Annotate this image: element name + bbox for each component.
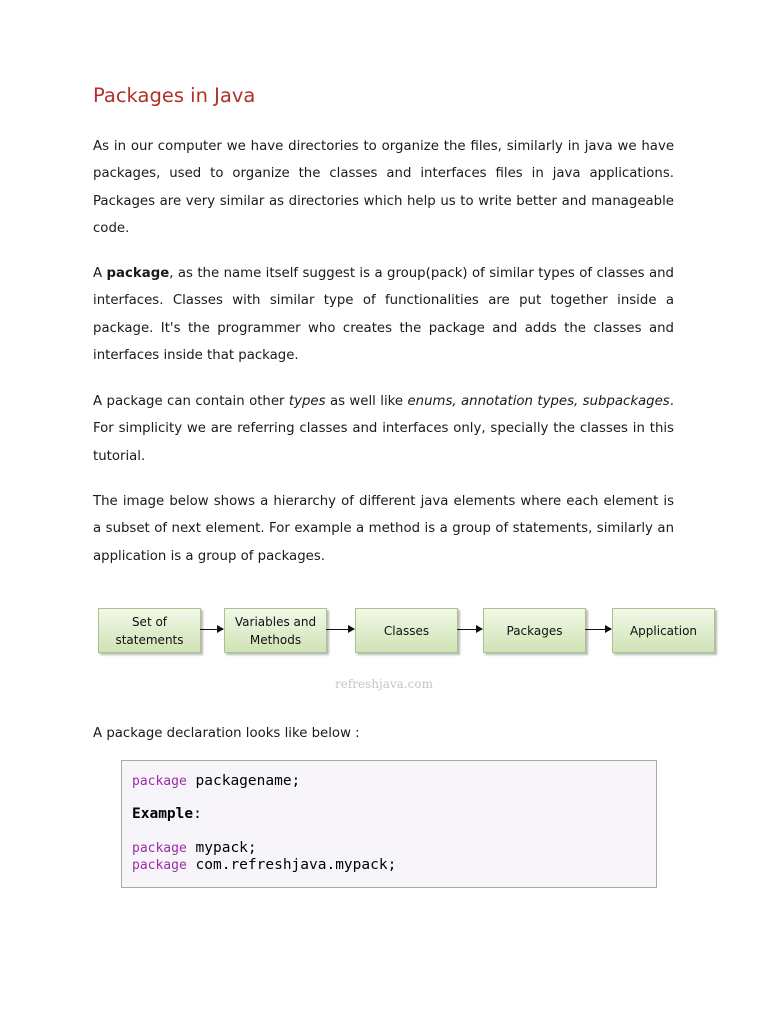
code-text: com.refreshjava.mypack; bbox=[186, 857, 397, 873]
package-contents-paragraph bbox=[93, 388, 674, 470]
text-span: as well like bbox=[325, 394, 408, 409]
arrow-right-icon bbox=[585, 629, 611, 630]
hierarchy-paragraph: The image below shows a hierarchy of different java elements where each element is a subset of next element. For example a method is a group of statements, similarly an application is a group of packages. bbox=[93, 494, 674, 564]
code-text: packagename; bbox=[186, 773, 301, 789]
example-colon: : bbox=[193, 806, 202, 822]
code-line-mypack bbox=[132, 840, 257, 856]
text-span: A package can contain other bbox=[93, 394, 289, 409]
bold-term: package bbox=[106, 266, 170, 281]
code-line-full-package bbox=[132, 857, 396, 873]
declaration-intro: A package declaration looks like below : bbox=[93, 726, 360, 741]
code-keyword: package bbox=[132, 841, 187, 856]
arrow-right-icon bbox=[200, 629, 223, 630]
arrow-right-icon bbox=[326, 629, 354, 630]
diagram-box-packages: Packages bbox=[483, 608, 586, 653]
hierarchy-diagram bbox=[96, 606, 716, 658]
text-span: A bbox=[93, 266, 107, 281]
diagram-box-variables-methods: Variables and Methods bbox=[224, 608, 327, 653]
code-keyword: package bbox=[132, 774, 187, 789]
italic-term: types bbox=[288, 394, 326, 409]
code-block bbox=[121, 760, 657, 888]
text-span: . For simplicity we are referring classes and interfaces only, specially the classes in this tutorial. bbox=[93, 394, 674, 464]
text-span: , as the name itself suggest is a group(pack) of similar types of classes and interfaces. Classes with similar type of functionalities are put together inside a package. It's the programmer who creates the package and adds the classes and interfaces inside that package. bbox=[93, 266, 674, 363]
watermark: refreshjava.com bbox=[335, 677, 433, 691]
code-text: mypack; bbox=[186, 840, 257, 856]
package-definition-paragraph bbox=[93, 260, 674, 369]
code-example-label bbox=[132, 806, 202, 822]
intro-paragraph: As in our computer we have directories to organize the files, similarly in java we have packages, used to organize the classes and interfaces files in java applications. Packages are very similar as directories which help us to write better and manageable code. bbox=[93, 139, 674, 236]
arrow-right-icon bbox=[457, 629, 482, 630]
diagram-box-application: Application bbox=[612, 608, 715, 653]
example-label: Example bbox=[132, 806, 194, 822]
code-keyword: package bbox=[132, 858, 187, 873]
page-title: Packages in Java bbox=[93, 84, 256, 107]
italic-term: enums, annotation types, subpackages bbox=[407, 394, 670, 409]
diagram-box-statements: Set of statements bbox=[98, 608, 201, 653]
diagram-box-classes: Classes bbox=[355, 608, 458, 653]
code-line-package-declaration bbox=[132, 773, 300, 789]
